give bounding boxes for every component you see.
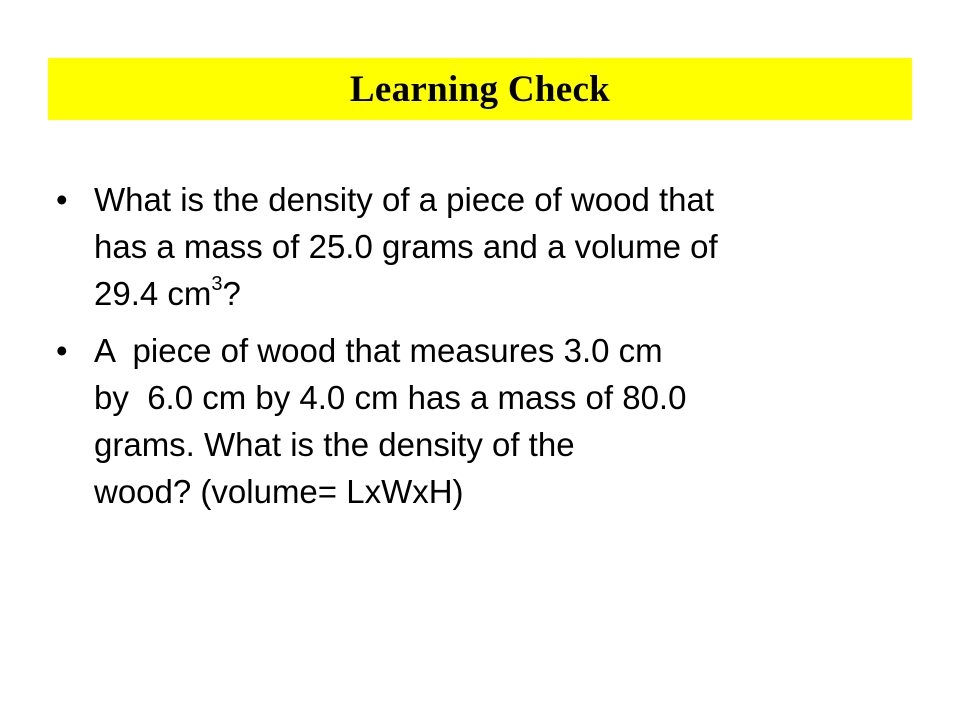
bullet-text-line: grams. What is the density of the [94, 426, 575, 463]
unit-exponent: 3 [211, 273, 223, 295]
bullet-text-line: A piece of wood that measures 3.0 cm [94, 332, 663, 369]
bullet-text-line [94, 270, 906, 317]
bullet-text-line: by 6.0 cm by 4.0 cm has a mass of 80.0 [94, 379, 687, 416]
bullet-text-line: has a mass of 25.0 grams and a volume of [94, 228, 718, 265]
bullet-item [56, 176, 906, 317]
bullet-dot-icon: • [56, 181, 68, 218]
title-bar [48, 58, 912, 120]
bullet-dot-icon: • [56, 332, 68, 369]
bullet-item [56, 327, 906, 515]
bullet-text-line: wood? (volume= LxWxH) [94, 473, 464, 510]
bullet-list [56, 176, 906, 525]
volume-value: 29.4 cm [94, 275, 212, 312]
question-mark: ? [222, 275, 241, 312]
bullet-text-line: What is the density of a piece of wood that [94, 181, 715, 218]
slide-title: Learning Check [349, 68, 611, 110]
